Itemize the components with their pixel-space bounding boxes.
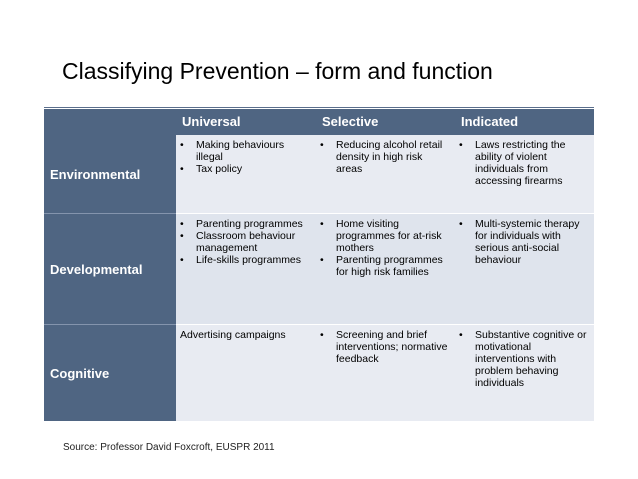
table-header-row — [44, 109, 594, 135]
list-item: • Classroom behaviour management — [180, 230, 310, 254]
cell-developmental-selective — [316, 213, 455, 324]
list-item: • Making behaviours illegal — [180, 139, 310, 163]
table-row — [44, 213, 594, 324]
header-corner — [44, 109, 176, 135]
list-item: • Substantive cognitive or motivational interventions with problem behaving individuals — [459, 329, 588, 389]
list-item: • Laws restricting the ability of violent individuals from accessing firearms — [459, 139, 588, 187]
column-header-indicated: Indicated — [455, 109, 594, 135]
list-item: • Life-skills programmes — [180, 254, 310, 266]
row-header-developmental: Developmental — [44, 213, 176, 324]
table-row — [44, 135, 594, 213]
row-header-environmental: Environmental — [44, 135, 176, 213]
list-item: • Multi-systemic therapy for individuals with serious anti-social behaviour — [459, 218, 588, 266]
cell-environmental-selective — [316, 135, 455, 213]
cell-cognitive-universal: Advertising campaigns — [176, 324, 316, 421]
title-divider — [44, 107, 594, 108]
table-row — [44, 324, 594, 421]
list-item: • Screening and brief interventions; normative feedback — [320, 329, 449, 365]
cell-developmental-universal — [176, 213, 316, 324]
column-header-selective: Selective — [316, 109, 455, 135]
source-citation: Source: Professor David Foxcroft, EUSPR 2011 — [63, 442, 275, 453]
cell-cognitive-selective — [316, 324, 455, 421]
cell-cognitive-indicated — [455, 324, 594, 421]
prevention-table — [44, 109, 594, 421]
list-item: • Tax policy — [180, 163, 310, 175]
column-header-universal: Universal — [176, 109, 316, 135]
cell-developmental-indicated — [455, 213, 594, 324]
list-item: • Reducing alcohol retail density in high risk areas — [320, 139, 449, 175]
list-item: • Parenting programmes — [180, 218, 310, 230]
row-header-cognitive: Cognitive — [44, 324, 176, 421]
slide-title: Classifying Prevention – form and function — [62, 58, 493, 84]
cell-environmental-indicated — [455, 135, 594, 213]
cell-environmental-universal — [176, 135, 316, 213]
list-item: • Parenting programmes for high risk families — [320, 254, 449, 278]
list-item: • Home visiting programmes for at-risk mothers — [320, 218, 449, 254]
